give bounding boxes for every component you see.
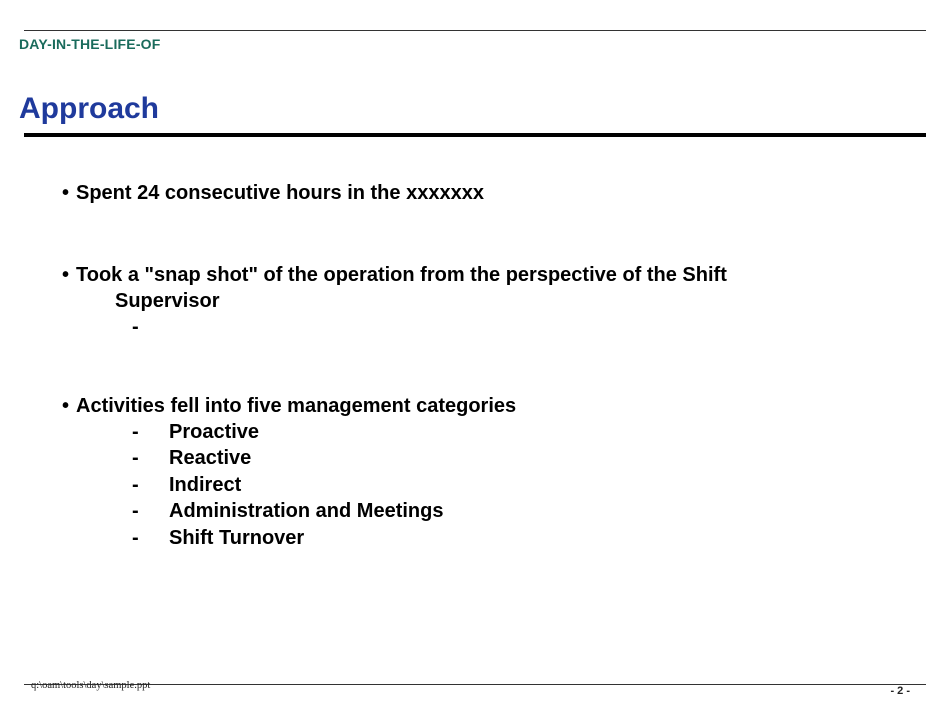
sub-item bbox=[62, 525, 902, 552]
bullet-text: Spent 24 consecutive hours in the xxxxxxx bbox=[76, 182, 484, 204]
sub-item-label: Proactive bbox=[169, 420, 260, 443]
sub-item-label: Indirect bbox=[169, 473, 242, 496]
bullet-text: Activities fell into five management categories bbox=[76, 394, 517, 417]
sub-item bbox=[62, 314, 902, 341]
sub-item bbox=[62, 445, 902, 472]
bullet-item bbox=[62, 180, 902, 206]
sub-item-label: Reactive bbox=[169, 447, 252, 469]
bullet-dot-icon: • bbox=[62, 394, 70, 417]
sub-item bbox=[62, 419, 902, 446]
bullet-dot-icon: • bbox=[62, 182, 70, 204]
sub-item bbox=[62, 498, 902, 525]
footer-file-path: q:\oam\tools\day\sample.ppt bbox=[31, 680, 151, 691]
slide-content bbox=[62, 180, 902, 551]
sub-item bbox=[62, 472, 902, 499]
slide-title: Approach bbox=[19, 92, 160, 125]
footer-rule bbox=[24, 684, 926, 685]
dash-marker: - bbox=[132, 316, 139, 338]
dash-marker: - bbox=[132, 447, 139, 469]
dash-marker: - bbox=[132, 500, 139, 522]
dash-marker: - bbox=[132, 420, 139, 443]
bullet-item bbox=[62, 393, 902, 419]
top-rule bbox=[24, 30, 926, 31]
dash-marker: - bbox=[132, 473, 139, 496]
title-rule bbox=[24, 133, 926, 137]
bullet-item bbox=[62, 262, 902, 341]
sub-item-label: Shift Turnover bbox=[169, 526, 305, 549]
sub-item-label: Administration and Meetings bbox=[169, 500, 444, 522]
page-number: - 2 - bbox=[890, 685, 910, 697]
section-kicker: DAY-IN-THE-LIFE-OF bbox=[19, 36, 161, 52]
bullet-text: Took a "snap shot" of the operation from the perspective of the Shift bbox=[76, 264, 727, 286]
sub-list bbox=[62, 419, 902, 552]
dash-marker: - bbox=[132, 526, 139, 549]
bullet-dot-icon: • bbox=[62, 264, 70, 286]
bullet-text-continuation: Supervisor bbox=[115, 290, 220, 312]
